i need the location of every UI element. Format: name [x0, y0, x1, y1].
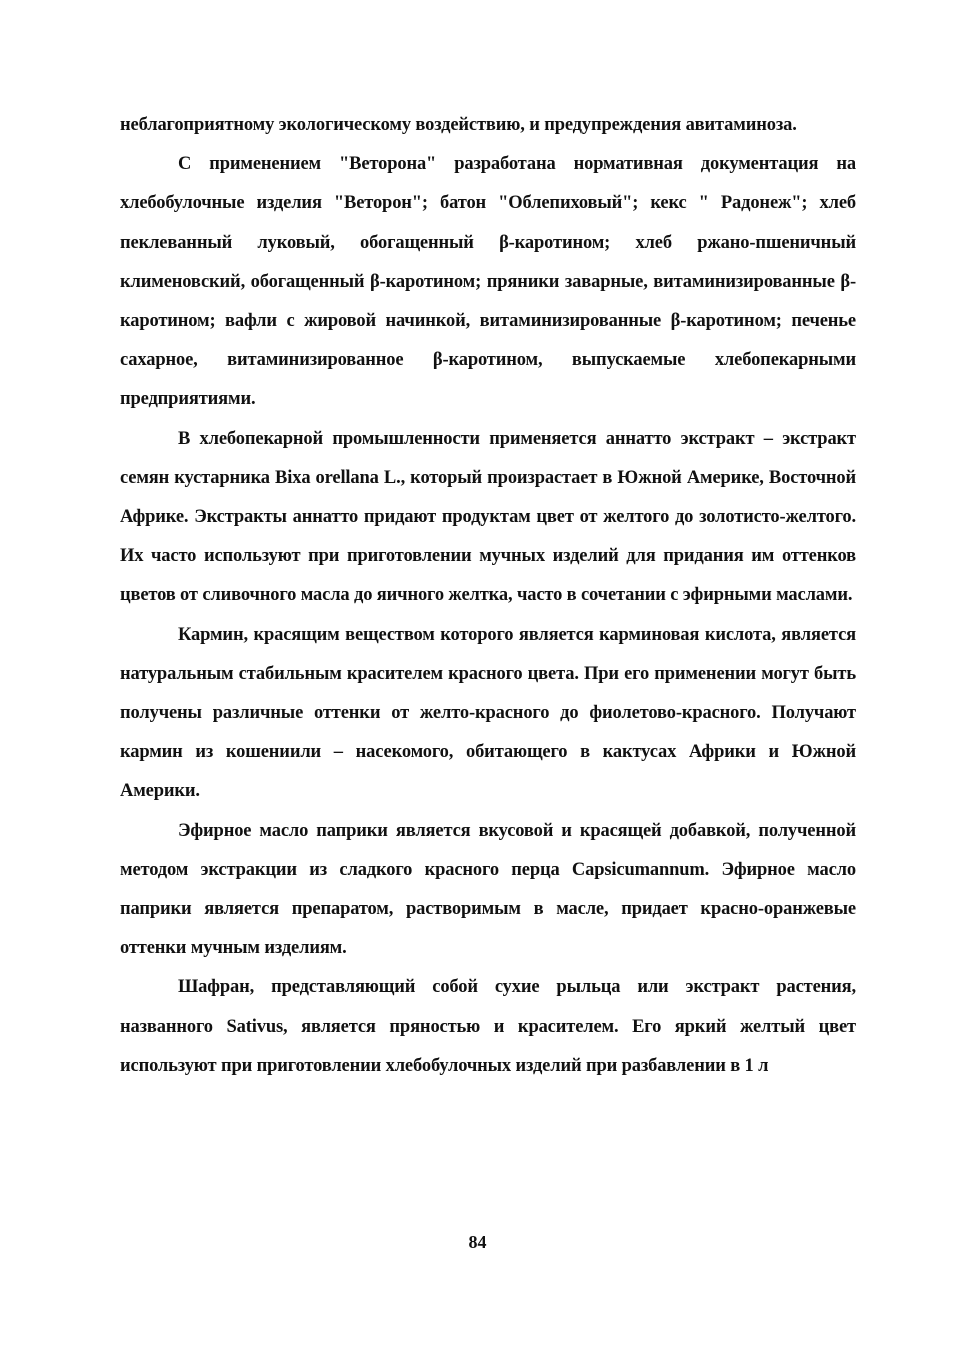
paragraph-1: неблагоприятному экологическому воздействию, и предупреждения авитаминоза. — [120, 115, 797, 135]
paragraph-6: Шафран, представляющий собой сухие рыльца или экстракт растения, названного Sativus, является пряностью и красителем. Его яркий желтый цвет используют при приготовлении хлебобулочных изделий при разбавлении в 1 л — [120, 977, 856, 1076]
page-number: 84 — [468, 1232, 487, 1252]
paragraph-3: В хлебопекарной промышленности применяется аннатто экстракт – экстракт семян кустарника Bixa orellana L., который произрастает в Южной Америке, Восточной Африке. Экстракты аннатто придают продуктам цвет от желтого до золотисто-желтого. Их часто используют при приготовлении мучных изделий для придания им оттенков цветов от сливочного масла до яичного желтка, часто в сочетании с эфирными маслами. — [120, 428, 856, 606]
paragraph-2: С применением "Веторона" разработана нормативная документация на хлебобулочные изделия "Веторон"; батон "Облепиховый"; кекс " Радонеж"; хлеб пеклеванный луковый, обогащенный β-каротином; хлеб ржано-пшеничный клименовский, обогащенный β-каротином; пряники заварные, витаминизированные β-каротином; вафли с жировой начинкой, витаминизированные β-каротином; печенье сахарное, витаминизированное β-каротином, выпускаемые хлебопекарными предприятиями. — [120, 154, 856, 410]
body-text — [120, 106, 856, 1086]
paragraph-5: Эфирное масло паприки является вкусовой и красящей добавкой, полученной методом экстракции из сладкого красного перца Capsicumannum. Эфирное масло паприки является препаратом, растворимым в масле, придает красно-оранжевые оттенки мучным изделиям. — [120, 820, 856, 959]
paragraph-4: Кармин, красящим веществом которого является карминовая кислота, является натуральным стабильным красителем красного цвета. При его применении могут быть получены различные оттенки от желто-красного до фиолетово-красного. Получают кармин из кошениили – насекомого, обитающего в кактусах Африки и Южной Америки. — [120, 624, 856, 802]
